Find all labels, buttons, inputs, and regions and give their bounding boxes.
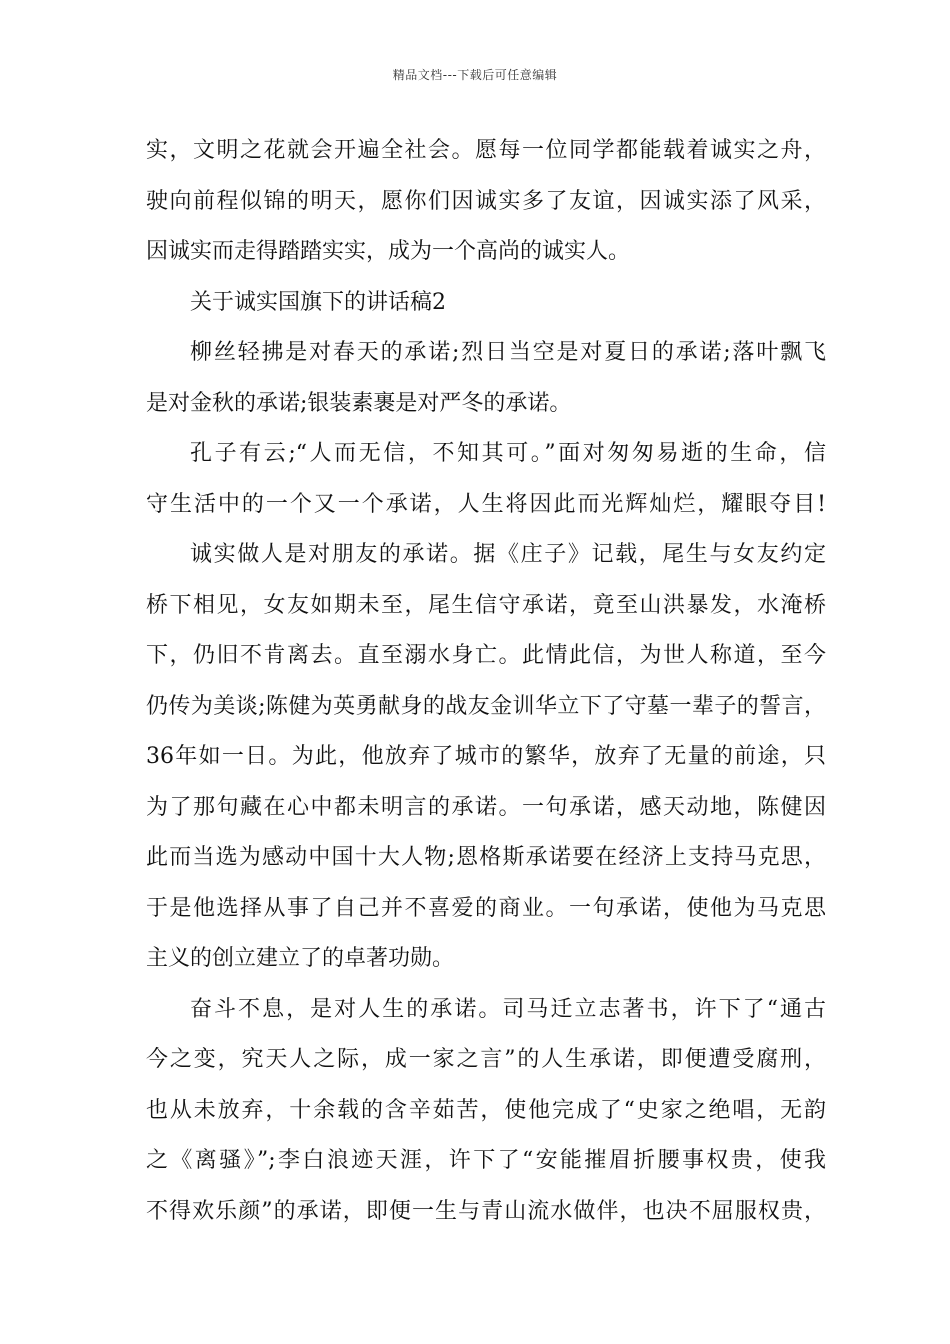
text-line: 此而当选为感动中国十大人物;恩格斯承诺要在经济上支持马克思， xyxy=(146,845,826,870)
section-heading: 关于诚实国旗下的讲话稿2 xyxy=(190,289,446,315)
text-line: 为了那句藏在心中都未明言的承诺。一句承诺，感天动地，陈健因 xyxy=(146,794,826,820)
text-line: 奋斗不息，是对人生的承诺。司马迁立志著书，许下了“通古 xyxy=(190,996,826,1022)
text-line: 诚实做人是对朋友的承诺。据《庄子》记载，尾生与女友约定 xyxy=(190,542,826,567)
text-line: 仍传为美谈;陈健为英勇献身的战友金训华立下了守墓一辈子的誓言， xyxy=(146,693,826,719)
text-line: 于是他选择从事了自己并不喜爱的商业。一句承诺，使他为马克思 xyxy=(146,895,826,921)
text-line: 之《离骚》”;李白浪迹天涯，许下了“安能摧眉折腰事权贵，使我 xyxy=(146,1148,826,1173)
text-line: 守生活中的一个又一个承诺，人生将因此而光辉灿烂，耀眼夺目! xyxy=(146,491,826,517)
document-body xyxy=(146,126,826,1237)
text-line: 也从未放弃，十余载的含辛茹苦，使他完成了“史家之绝唱，无韵 xyxy=(146,1097,826,1123)
text-line: 桥下相见，女友如期未至，尾生信守承诺，竟至山洪暴发，水淹桥 xyxy=(146,592,826,618)
text-line: 驶向前程似锦的明天，愿你们因诚实多了友谊，因诚实添了风采， xyxy=(146,188,826,214)
page-header: 精品文档---下载后可任意编辑 xyxy=(392,68,558,82)
text-line: 柳丝轻拂是对春天的承诺;烈日当空是对夏日的承诺;落叶飘飞 xyxy=(190,340,826,365)
text-line: 因诚实而走得踏踏实实，成为一个高尚的诚实人。 xyxy=(146,239,631,264)
text-line: 主义的创立建立了的卓著功勋。 xyxy=(146,946,455,971)
text-line: 实，文明之花就会开遍全社会。愿每一位同学都能载着诚实之舟， xyxy=(146,138,826,163)
text-line: 36年如一日。为此，他放弃了城市的繁华，放弃了无量的前途，只 xyxy=(146,744,826,769)
text-line: 孔子有云;“人而无信，不知其可。”面对匆匆易逝的生命，信 xyxy=(190,441,826,466)
text-line: 下，仍旧不肯离去。直至溺水身亡。此情此信，为世人称道，至今 xyxy=(146,643,826,668)
text-line: 是对金秋的承诺;银装素裹是对严冬的承诺。 xyxy=(146,390,572,416)
text-line: 不得欢乐颜”的承诺，即便一生与青山流水做伴，也决不屈服权贵， xyxy=(146,1198,826,1224)
text-line: 今之变，究天人之际，成一家之言”的人生承诺，即便遭受腐刑， xyxy=(146,1047,826,1072)
